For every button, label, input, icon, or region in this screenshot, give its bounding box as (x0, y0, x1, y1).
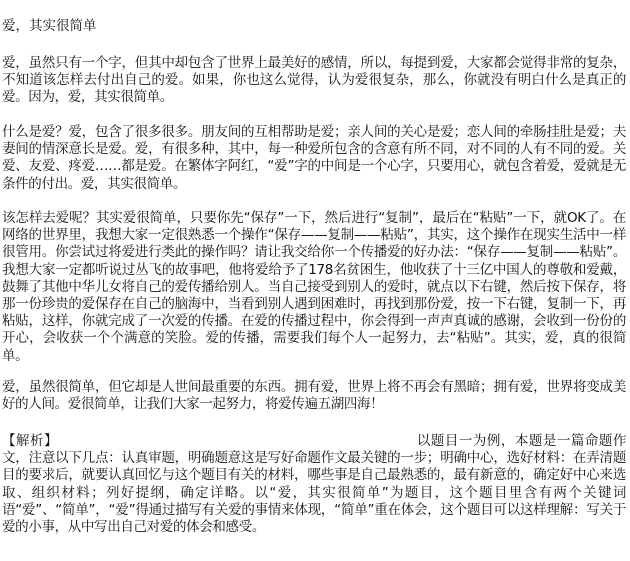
essay-paragraph-1: 爱，虽然只有一个字，但其中却包含了世界上最美好的感情，所以，每提到爱，大家都会觉得非常的复杂，不知道该怎样去付出自己的爱。如果，你也这么觉得，认为爱很复杂，那么，你就没有明白什么是真正的爱。因为，爱，其实很简单。 (2, 55, 626, 106)
essay-title: 爱，其实很简单 (2, 18, 97, 34)
analysis-section (2, 433, 626, 536)
analysis-label: 【解析】 (2, 433, 58, 449)
analysis-text: 以题目一为例，本题是一篇命题作文，注意以下几点：认真审题，明确题意这是写好命题作文最关键的一步；明确中心，选好材料：在弄清题目的要求后，就要认真回忆与这个题目有关的材料，哪些事是自己最熟悉的，最有新意的，确定好中心来选取、组织材料；列好提纲，确定详略。以“爱，其实很简单”为题目，这个题目里含有两个关键词语“爱”、“简单”，“爱”得通过描写有关爱的事情来体现，“简单”重在体会，这个题目可以这样理解：写关于爱的小事，从中写出自己对爱的体会和感受。 (2, 433, 626, 536)
analysis-blank-gap (58, 433, 416, 450)
essay-paragraph-2: 什么是爱？爱，包含了很多很多。朋友间的互相帮助是爱；亲人间的关心是爱；恋人间的牵肠挂肚是爱；夫妻间的情深意长是爱。爱，有很多种，其中，每一种爱所包含的含意有所不同，对不同的人有不同的爱。关爱、友爱、疼爱……都是爱。在繁体字阿红，“爱”字的中间是一个心字，只要用心，就包含着爱，爱就是无条件的付出。爱，其实很简单。 (2, 124, 626, 192)
essay-paragraph-3: 该怎样去爱呢？其实爱很简单，只要你先“保存”一下，然后进行“复制”，最后在“粘贴”一下，就OK了。在网络的世界里，我想大家一定很熟悉一个操作“保存——复制——粘贴”，其实，这个操作在现实生活中一样很管用。你尝试过将爱进行类此的操作吗？请让我交给你一个传播爱的好办法：“保存——复制——粘贴”。我想大家一定都听说过丛飞的故事吧，他将爱给予了178名贫困生，他收获了十三亿中国人的尊敬和爱戴，鼓舞了其他中华儿女将自己的爱传播给别人。当自己接受到别人的爱时，就点以下右键，然后按下保存，将那一份珍贵的爱保存在自己的脑海中，当看到别人遇到困难时，再找到那份爱，按一下右键，复制一下，再粘贴，这样，你就完成了一次爱的传播。在爱的传播过程中，你会得到一声声真诚的感谢，会收到一份份的开心，会收获一个个满意的笑脸。爱的传播，需要我们每个人一起努力，去“粘贴”。其实，爱，真的很简单。 (2, 210, 626, 364)
essay-paragraph-4: 爱，虽然很简单，但它却是人世间最重要的东西。拥有爱，世界上将不再会有黑暗；拥有爱，世界将变成美好的人间。爱很简单，让我们大家一起努力，将爱传遍五湖四海！ (2, 379, 626, 413)
